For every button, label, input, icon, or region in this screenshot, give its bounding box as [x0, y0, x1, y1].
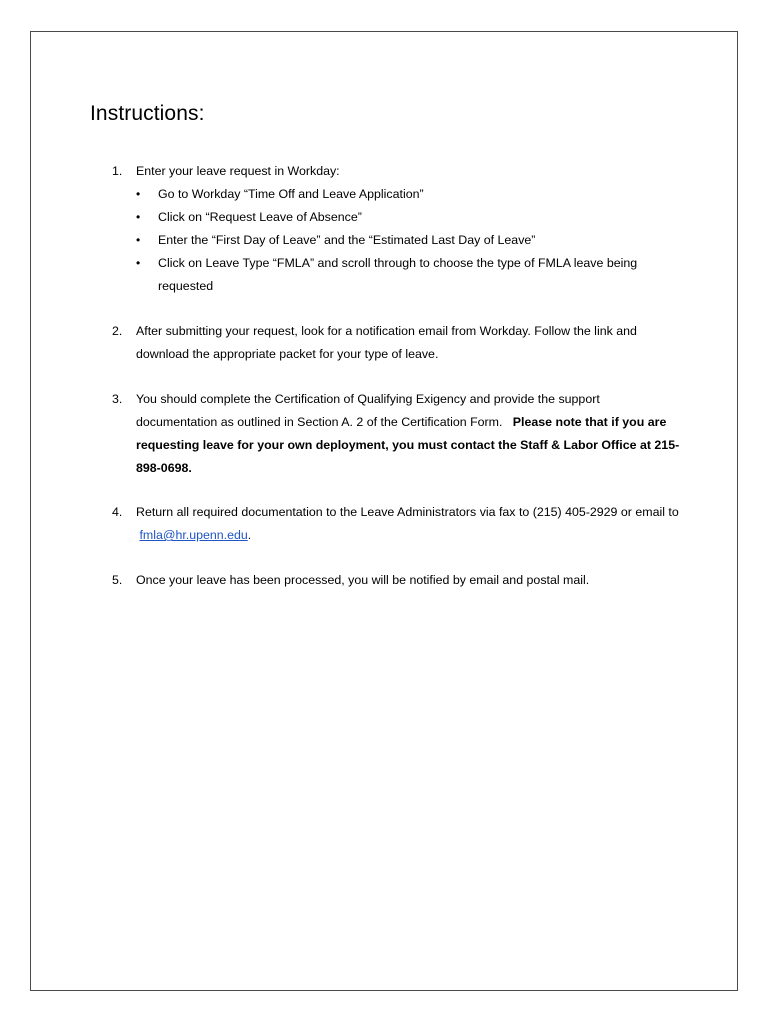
instruction-step-4 — [112, 501, 682, 547]
step-text: Once your leave has been processed, you will be notified by email and postal mail. — [136, 573, 590, 587]
step-body — [136, 388, 682, 480]
step-number: 4. — [112, 505, 123, 519]
step-number: 2. — [112, 324, 123, 338]
bullet-icon: • — [136, 233, 141, 247]
bullet-text: Enter the “First Day of Leave” and the “Estimated Last Day of Leave” — [158, 233, 536, 247]
bullet-icon: • — [136, 210, 141, 224]
step-number: 3. — [112, 392, 123, 406]
bullet-text: Click on “Request Leave of Absence” — [158, 210, 362, 224]
step-text: You should complete the Certification of Qualifying Exigency and provide the support documentation as outlined in Section A. 2 of the Certification Form. — [136, 392, 600, 429]
important-note: Please note that if you are requesting leave for your own deployment, you must contact the Staff & Labor Office at 215-898-0698. — [136, 415, 680, 475]
step-text: Return all required documentation to the Leave Administrators via fax to (215) 405-2929 or email to — [136, 505, 679, 519]
instruction-step-2 — [112, 320, 682, 366]
instruction-step-1 — [112, 160, 682, 298]
bullet-icon: • — [136, 187, 141, 201]
bullet-item — [136, 252, 658, 298]
bullet-item — [136, 206, 682, 229]
instruction-step-5 — [112, 569, 682, 592]
bullet-item — [136, 183, 682, 206]
bullet-text: Go to Workday “Time Off and Leave Application” — [158, 187, 424, 201]
step-number: 5. — [112, 573, 123, 587]
instruction-step-3 — [112, 388, 682, 480]
step-text: Enter your leave request in Workday: — [136, 164, 340, 178]
email-link[interactable]: fmla@hr.upenn.edu — [139, 528, 248, 542]
bullet-item — [136, 229, 682, 252]
bullet-icon: • — [136, 256, 141, 270]
step-number: 1. — [112, 164, 123, 178]
step-text-end: . — [247, 528, 252, 542]
bullet-text: Click on Leave Type “FMLA” and scroll through to choose the type of FMLA leave being requested — [158, 256, 638, 293]
step-text: After submitting your request, look for a notification email from Workday. Follow the link and download the appropriate packet for your type of leave. — [136, 324, 637, 361]
step-body — [136, 160, 682, 298]
step-body — [136, 501, 682, 547]
step-bullet-list — [136, 183, 682, 298]
page-title: Instructions: — [90, 102, 205, 125]
